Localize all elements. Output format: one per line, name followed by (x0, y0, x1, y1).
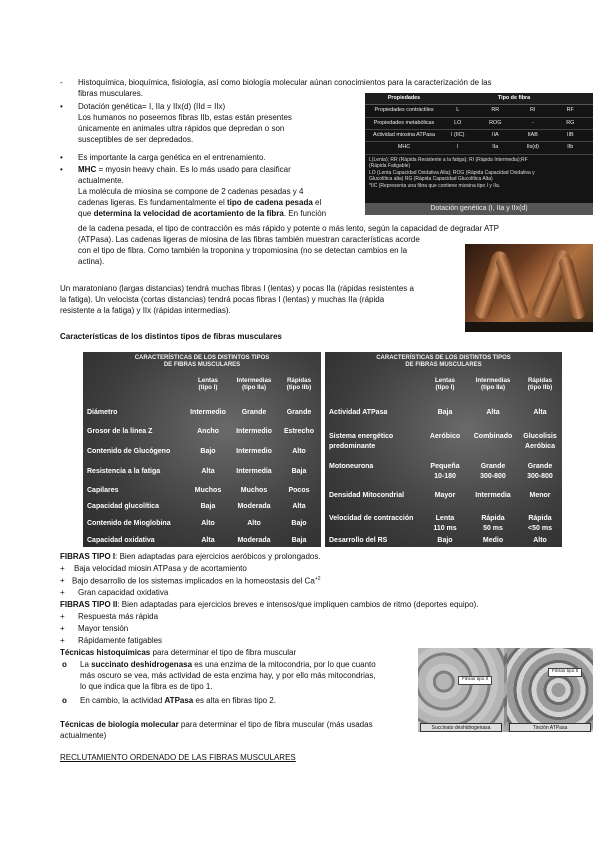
bullet: • (60, 153, 63, 162)
list-item: Mayor tensión (78, 624, 129, 633)
mhc-paragraph: MHC = myosin heavy chain. Es lo más usado para clasificar actualmente. La molécula de miosina se compone de 2 cadenas pesadas y 4 cadenas ligeras. Es fundamentalmente el tipo de cadena pesada el que determina la velocidad de acortamiento de la fibra. En función (78, 165, 327, 218)
fiber-characteristics-table-right: CARACTERÍSTICAS DE LOS DISTINTOS TIPOS DE FIBRAS MUSCULARES Lentas (tipo I) Intermedias (tipo IIa) Rápidas (tipo IIb) Actividad ATPasa Baja Alta Alta Sistema energético predominante Aeróbico Combinado Glucolisis Aeróbica Motoneurona Pequeña 10-180 Grande 300-800 Grande 300-800 Densidad Mitocondrial Mayor Intermedia Menor Velocidad de contracción Lenta 110 ms Rápida 50 ms Rápida <50 ms Desarrollo del RS Bajo Medio Alto (325, 352, 562, 547)
atpasa-item: En cambio, la actividad ATPasa es alta en fibras tipo 2. (80, 696, 276, 705)
col-header: Lentas (tipo I) (435, 377, 455, 391)
section-title: Características de los distintos tipos de fibras musculares (60, 332, 282, 341)
fiber-table-row: MHC I IIa IIx(d) IIb (365, 142, 593, 154)
molecular-biology-paragraph: Técnicas de biología molecular para determinar el tipo de fibra muscular (más usadas actualmente) (60, 720, 373, 740)
fiber-characteristics-table-left: CARACTERÍSTICAS DE LOS DISTINTOS TIPOS DE FIBRAS MUSCULARES Lentas (tipo I) Intermedias (tipo IIa) Rápidas (tipo IIb) Diámetro Intermedio Grande Grande Grosor de la línea Z Ancho Intermedio Estrecho Contenido de Glucógeno Bajo Intermedio Alto Resistencia a la fatiga Alta Intermedia Baja Capilares Muchos Muchos Pocos Capacidad glucolítica Baja Moderada Alta Contenido de Mioglobina Alto Alto Bajo Capacidad oxidativa Alta Moderada Baja (83, 352, 321, 547)
row-label: Diámetro (87, 409, 118, 416)
list-item: Baja velocidad miosin ATPasa y de acortamiento (74, 564, 247, 573)
col-header: Lentas (tipo I) (198, 377, 218, 391)
row-label: Motoneurona (329, 463, 374, 470)
mhc-term: MHC (78, 165, 97, 174)
row-label: Grosor de la línea Z (87, 428, 153, 435)
col-header: Intermedias (tipo IIa) (475, 377, 511, 391)
marathon-paragraph: Un maratoniano (largas distancias) tendrá muchas fibras I (lentas) y pocas IIa (rápidas resistentes a la fatiga). Un velocista (cortas distancias) tendrá pocas fibras I (lentas) y muchas IIa (rápida resistente a la fatiga) y IIx (rápidas intermedias). (60, 284, 414, 315)
fiber-staining-image: Fibras tipo II Fibras tipo II Succinato deshidrogenasa Tinción ATPasa (418, 648, 593, 732)
succinate-item: La succinato deshidrogenasa es una enzima de la mitocondria, por lo que cuanto más oscuro se vea, más actividad de esta enzima hay, y por ello más mitocondrias, lo que indica que la fibra es de tipo 1. (80, 660, 376, 691)
list-item: Respuesta más rápida (78, 612, 159, 621)
intro-paragraph: Histoquímica, bioquímica, fisiología, así como biología molecular aúnan conocimientos para la caracterización de las fibras musculares. (78, 78, 492, 98)
recruitment-heading: RECLUTAMIENTO ORDENADO DE LAS FIBRAS MUSCULARES (60, 753, 296, 762)
row-label: Velocidad de contracción (329, 515, 414, 522)
fiber-table-row: Actividad miosina ATPasa I (IIC) IIA IIAB IIB (365, 130, 593, 142)
row-label: Capacidad glucolítica (87, 503, 159, 510)
table-title: CARACTERÍSTICAS DE LOS DISTINTOS TIPOS DE FIBRAS MUSCULARES (134, 355, 270, 368)
runners-legs-photo (465, 244, 593, 332)
fiber-table-legend: L(Lenta); RR (Rápida Resistente a la fatiga); RI (Rápida Intermedia);RF (Rápida Fatigable) LO (Lenta Capacidad Oxidativa Alta); ROG (Rápida Capacidad Oxidativa y Glucolítica alta) RG (Rápida Capacidad Glucolítica Alta) *IIC (Representa una fibra que contiene miosina tipo I y IIa. (369, 156, 535, 189)
list-item: Gran capacidad oxidativa (78, 588, 169, 597)
bullet: • (60, 102, 63, 111)
bullet: • (60, 165, 63, 174)
col-header: Rápidas (tipo IIb) (527, 377, 553, 391)
row-label: Densidad Mitocondrial (329, 492, 405, 499)
histochemical-heading: Técnicas histoquímicas para determinar el tipo de fibra muscular (60, 648, 297, 657)
fiber-table-row: Propiedades metabólicas LO ROG - RG (365, 118, 593, 130)
row-label: Sistema energético predominante (329, 433, 394, 450)
row-label: Desarrollo del RS (329, 537, 388, 544)
fiber-table-row: Propiedades contráctiles L RR RI RF (365, 105, 593, 117)
genetic-load-item: Es importante la carga genética en el entrenamiento. (78, 153, 266, 162)
row-label: Contenido de Mioglobina (87, 520, 171, 527)
fibras-tipo-2-heading: FIBRAS TIPO II: Bien adaptadas para ejercicios breves e intensos/que impliquen cambios de ritmo (deportes equipo). (60, 600, 479, 609)
row-label: Contenido de Glucógeno (87, 448, 171, 455)
fibras-tipo-1-heading: FIBRAS TIPO I: Bien adaptadas para ejercicios aeróbicos y prolongados. (60, 552, 321, 561)
col-header: Rápidas (tipo IIb) (286, 377, 312, 391)
mhc-paragraph-continued: de la cadena pesada, el tipo de contracción es más rápido y potente o más lento, según la capacidad de degradar ATP (ATPasa). Las cadenas ligeras de miosina de las fibras también muestran características acorde con el tipo de fibra. Como también la troponina y tropomiosina (no se detectan cambios en la actina). (78, 224, 500, 266)
genetic-endowment-paragraph: Dotación genética= I, IIa y IIx(d) (IId = IIx) Los humanos no poseemos fibras IIb, estas están presentes únicamente en animales ultra rápidos que depredan o son susceptibles de ser depredados. (78, 102, 292, 144)
fiber-table-caption: Dotación genética (I, IIa y IIx(d) (365, 203, 593, 215)
fiber-table-header: Propiedades Tipo de fibra (365, 93, 593, 105)
bullet-dash: - (60, 78, 63, 87)
table-title: CARACTERÍSTICAS DE LOS DISTINTOS TIPOS DE FIBRAS MUSCULARES (376, 355, 511, 368)
row-label: Capacidad oxidativa (87, 537, 155, 544)
col-header: Intermedias (tipo IIa) (236, 377, 272, 391)
list-item: Rápidamente fatigables (78, 636, 163, 645)
row-label: Resistencia a la fatiga (87, 468, 161, 475)
row-label: Actividad ATPasa (329, 409, 388, 416)
row-label: Capilares (87, 487, 119, 494)
list-item: Bajo desarrollo de los sistemas implicados en la homeostasis del $Ca^{+2}$ (72, 576, 321, 586)
fiber-type-table-image (365, 93, 593, 215)
